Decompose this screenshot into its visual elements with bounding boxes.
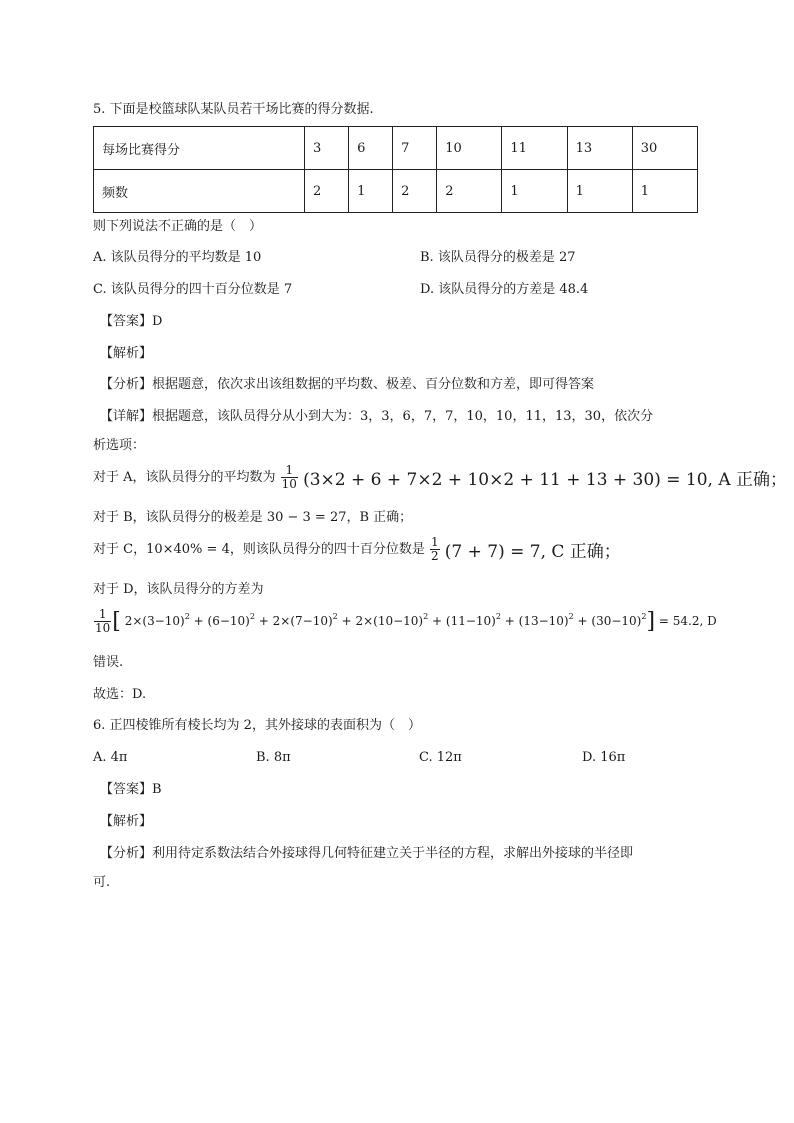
table-row	[94, 127, 698, 170]
table-cell: 30	[632, 127, 697, 170]
open-bracket: [	[112, 609, 121, 634]
table-cell: 2	[305, 170, 349, 213]
q5-variance-formula	[93, 608, 717, 635]
q5-detail-line-1: 【详解】根据题意，该队员得分从小到大为：3，3，6，7，7，10，10，11，13，30，依次分	[100, 409, 654, 424]
table-cell: 1	[502, 170, 567, 213]
score-frequency-table	[93, 126, 698, 213]
q5-wrong: 错误.	[93, 655, 124, 670]
table-cell: 2	[393, 170, 437, 213]
q5-analysis-tag: 【解析】	[100, 346, 153, 361]
q6-stem: 6. 正四棱锥所有棱长均为 2，其外接球的表面积为（ ）	[93, 718, 421, 733]
term: + 2×(7−10)	[258, 614, 333, 628]
fraction	[94, 608, 111, 635]
q6-option-c: C. 12π	[419, 750, 462, 765]
exponent: 2	[184, 612, 190, 621]
fraction	[281, 464, 298, 491]
table-cell: 10	[437, 127, 502, 170]
q5-option-c: C. 该队员得分的四十百分位数是 7	[93, 282, 293, 297]
exponent: 2	[249, 612, 255, 621]
q5-answer: 【答案】D	[100, 314, 163, 329]
q6-analysis-line-2: 可.	[93, 875, 111, 890]
fraction	[430, 536, 440, 563]
q6-analysis-tag: 【解析】	[100, 814, 153, 829]
close-bracket: ]	[646, 609, 656, 634]
term: + (30−10)	[577, 614, 642, 628]
q6-answer: 【答案】B	[100, 782, 162, 797]
table-row	[94, 170, 698, 213]
fraction-numerator: 1	[430, 535, 439, 549]
exponent: 2	[332, 612, 338, 621]
q5-line-b: 对于 B，该队员得分的极差是 30 − 3 = 27，B 正确；	[93, 510, 413, 525]
fraction-denominator: 10	[95, 621, 111, 635]
q6-option-d: D. 16π	[582, 750, 626, 765]
table-cell: 13	[567, 127, 632, 170]
line-a-expression: (3×2 + 6 + 7×2 + 10×2 + 11 + 13 + 30) = 10, A 正确；	[303, 470, 787, 490]
q5-analysis-summary: 【分析】根据题意，依次求出该组数据的平均数、极差、百分位数和方差，即可得答案	[100, 377, 595, 392]
table-cell: 3	[305, 127, 349, 170]
table-cell: 6	[349, 127, 393, 170]
q5-line-a	[93, 464, 787, 491]
q6-option-a: A. 4π	[93, 750, 128, 765]
term: + (6−10)	[193, 614, 250, 628]
line-c-text: 对于 C，10×40% = 4，则该队员得分的四十百分位数是	[93, 542, 425, 557]
fraction-numerator: 1	[285, 463, 294, 477]
term: + (13−10)	[504, 614, 569, 628]
variance-result: = 54.2, D	[658, 614, 717, 628]
exponent: 2	[423, 612, 429, 621]
table-cell: 1	[349, 170, 393, 213]
table-cell: 1	[632, 170, 697, 213]
q5-stem: 5. 下面是校篮球队某队员若干场比赛的得分数据.	[93, 102, 374, 117]
q5-detail-line-2: 析选项：	[93, 438, 146, 453]
table-cell: 11	[502, 127, 567, 170]
term: + 2×(10−10)	[341, 614, 424, 628]
exponent: 2	[495, 612, 501, 621]
q6-option-b: B. 8π	[256, 750, 291, 765]
line-c-expression: (7 + 7) = 7, C 正确；	[444, 542, 621, 562]
q5-line-d: 对于 D，该队员得分的方差为	[93, 582, 264, 597]
line-a-text: 对于 A，该队员得分的平均数为	[93, 470, 276, 485]
table-row-header: 频数	[94, 170, 305, 213]
q6-analysis-line-1: 【分析】利用待定系数法结合外接球得几何特征建立关于半径的方程，求解出外接球的半径即	[100, 846, 634, 861]
fraction-denominator: 2	[430, 549, 439, 563]
q5-choose: 故选：D.	[93, 687, 147, 702]
table-row-header: 每场比赛得分	[94, 127, 305, 170]
term: 2×(3−10)	[124, 614, 185, 628]
fraction-numerator: 1	[98, 607, 107, 621]
q5-option-a: A. 该队员得分的平均数是 10	[93, 250, 262, 265]
fraction-denominator: 10	[281, 477, 297, 491]
term: + (11−10)	[432, 614, 496, 628]
q5-option-b: B. 该队员得分的极差是 27	[420, 250, 576, 265]
table-cell: 1	[567, 170, 632, 213]
table-cell: 2	[437, 170, 502, 213]
exponent: 2	[641, 612, 647, 621]
exponent: 2	[568, 612, 574, 621]
table-cell: 7	[393, 127, 437, 170]
q5-prompt: 则下列说法不正确的是（ ）	[93, 219, 263, 234]
q5-option-d: D. 该队员得分的方差是 48.4	[420, 282, 589, 297]
q5-line-c	[93, 536, 621, 563]
